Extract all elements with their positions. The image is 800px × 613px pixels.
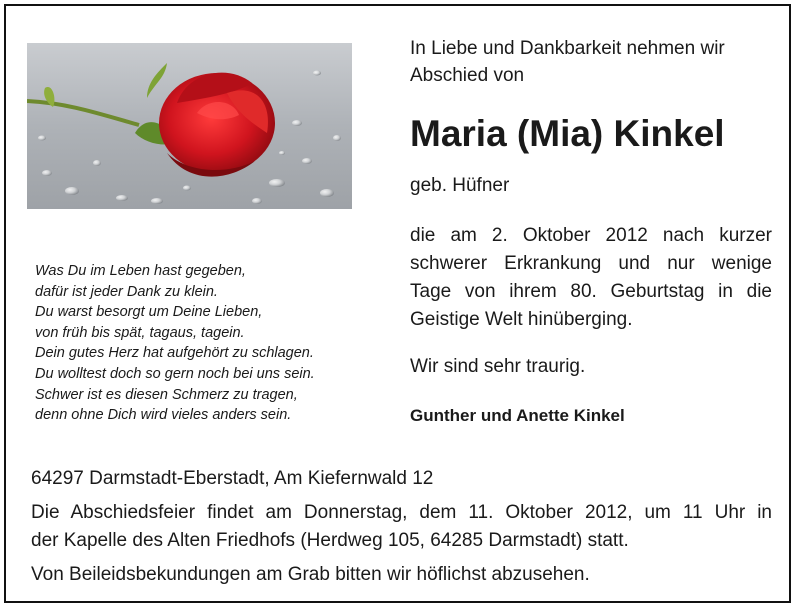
birth-name: geb. Hüfner	[410, 175, 510, 196]
rose-photo	[27, 43, 352, 209]
poem-line: Du warst besorgt um Deine Lieben,	[35, 304, 263, 321]
address: 64297 Darmstadt-Eberstadt, Am Kiefernwald 12	[31, 468, 434, 489]
poem	[35, 261, 375, 426]
announcement-line: die am 2. Oktober 2012 nach kurzer	[410, 225, 772, 246]
intro-line: In Liebe und Dankbarkeit nehmen wir	[410, 38, 725, 59]
poem-line: Du wolltest doch so gern noch bei uns sein.	[35, 365, 315, 382]
poem-line: Schwer ist es diesen Schmerz zu tragen,	[35, 386, 298, 403]
condolence-note: Von Beileidsbekundungen am Grab bitten wir höflichst abzusehen.	[31, 564, 590, 585]
poem-line: dafür ist jeder Dank zu klein.	[35, 283, 218, 300]
announcement-line: Tage von ihrem 80. Geburtstag in die	[410, 281, 772, 302]
sentiment-text: Wir sind sehr traurig.	[410, 356, 586, 377]
announcement-line: Geistige Welt hinüberging.	[410, 309, 633, 330]
deceased-name: Maria (Mia) Kinkel	[410, 113, 725, 154]
ceremony-text	[31, 499, 772, 555]
announcement-text	[410, 222, 772, 334]
announcement-line: schwerer Erkrankung und nur wenige	[410, 253, 772, 274]
poem-line: Dein gutes Herz hat aufgehört zu schlagen.	[35, 345, 314, 362]
intro-line: Abschied von	[410, 65, 525, 86]
ceremony-line: Die Abschiedsfeier findet am Donnerstag, dem 11. Oktober 2012, um 11 Uhr in	[31, 502, 772, 523]
intro-text	[410, 35, 772, 89]
poem-line: Was Du im Leben hast gegeben,	[35, 263, 246, 279]
poem-line: denn ohne Dich wird vieles anders sein.	[35, 407, 292, 424]
poem-line: von früh bis spät, tagaus, tagein.	[35, 324, 245, 341]
rose-image	[27, 43, 352, 209]
ceremony-line: der Kapelle des Alten Friedhofs (Herdweg 105, 64285 Darmstadt) statt.	[31, 530, 629, 551]
signers: Gunther und Anette Kinkel	[410, 406, 625, 425]
